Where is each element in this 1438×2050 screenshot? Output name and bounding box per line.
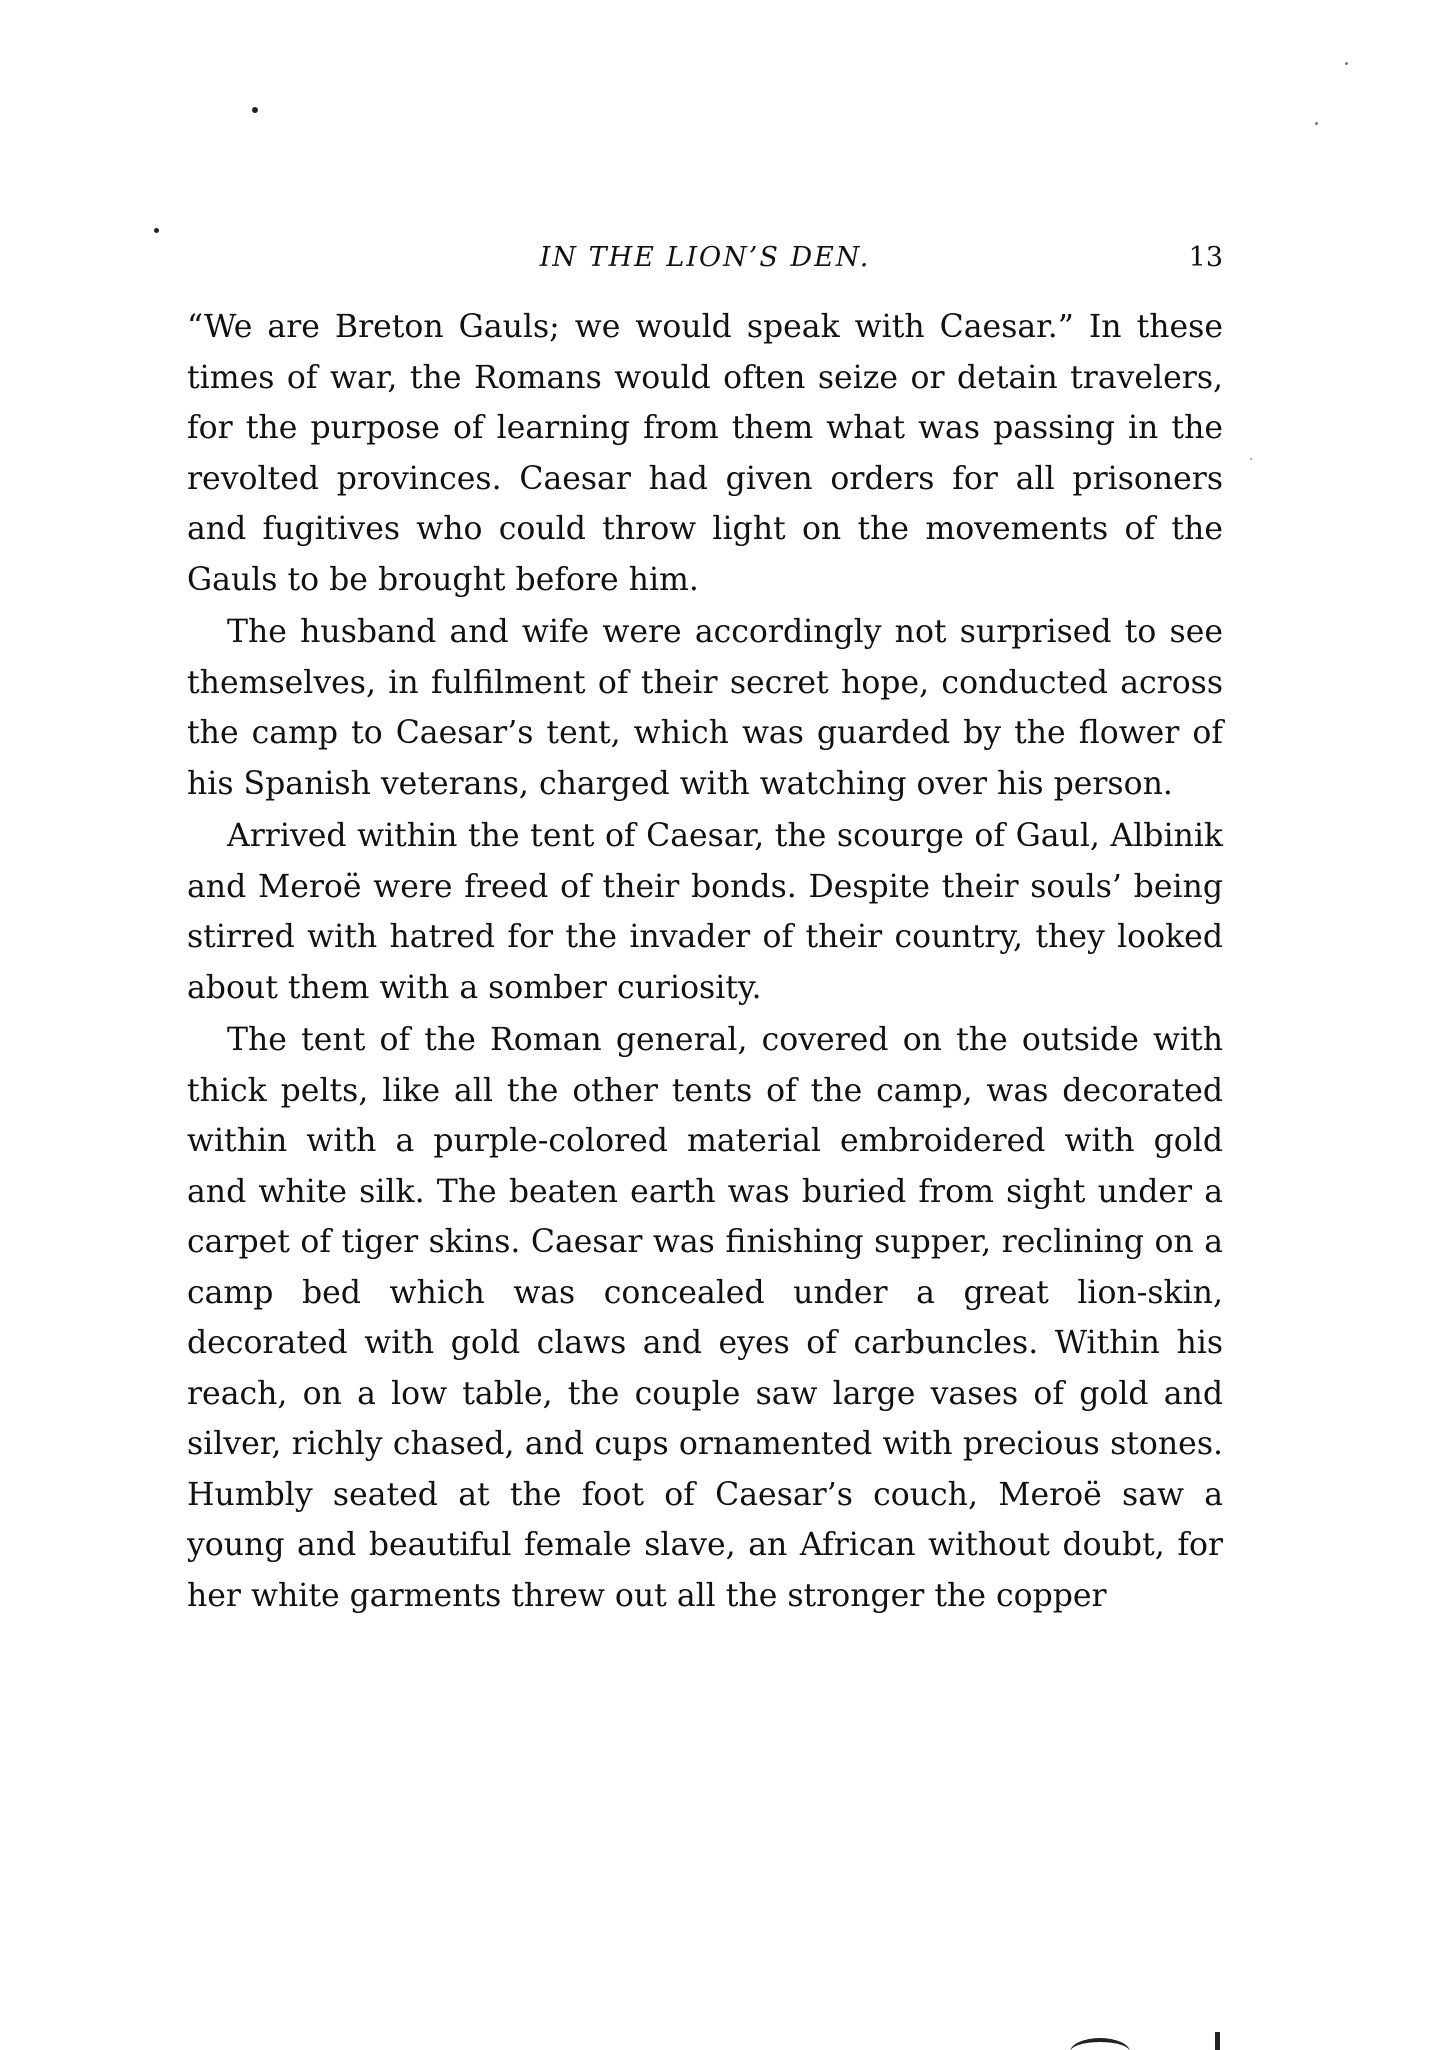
paragraph: “We are Breton Gauls; we would speak with Caesar.” In these times of war, the Romans would often seize or detain travelers, for the purpose of learning from them what was passing in the revolted provinces. Caesar had given orders for all prisoners and fugitives who could throw light on the movements of the Gauls to be brought before him. bbox=[187, 309, 1223, 598]
paragraph: The tent of the Roman general, covered on the outside with thick pelts, like all the other tents of the camp, was decorated within with a purple-colored material embroidered with gold and white silk. The beaten earth was buried from sight under a carpet of tiger skins. Caesar was finishing supper, reclining on a camp bed which was concealed under a great lion-skin, decorated with gold claws and eyes of carbuncles. Within his reach, on a low table, the couple saw large vases of gold and silver, richly chased, and cups ornamented with precious stones. Humbly seated at the foot of Caesar’s couch, Meroë saw a young and beautiful female slave, an African without doubt, for her white garments threw out all the stronger the copper bbox=[187, 1022, 1223, 1614]
scan-speck bbox=[1315, 122, 1318, 125]
cropped-catchword bbox=[1060, 2030, 1240, 2050]
scan-speck bbox=[154, 228, 159, 233]
body-text bbox=[187, 302, 1223, 1623]
cropped-glyph bbox=[1215, 2032, 1220, 2050]
scan-speck bbox=[1345, 62, 1348, 65]
running-head: IN THE LION’S DEN. bbox=[539, 242, 871, 273]
paragraph: Arrived within the tent of Caesar, the scourge of Gaul, Albinik and Meroë were freed of their bonds. Despite their souls’ being stirred with hatred for the invader of their country, they looked about them with a somber curiosity. bbox=[187, 818, 1223, 1006]
page-number: 13 bbox=[1188, 242, 1223, 273]
paragraph: The husband and wife were accordingly not surprised to see themselves, in fulfilment of their secret hope, conducted across the camp to Caesar’s tent, which was guarded by the flower of his Spanish veterans, charged with watching over his person. bbox=[187, 614, 1223, 802]
cropped-glyph bbox=[1070, 2038, 1130, 2050]
scan-speck bbox=[1250, 458, 1252, 460]
page-header bbox=[187, 236, 1223, 280]
scan-speck bbox=[252, 107, 258, 113]
